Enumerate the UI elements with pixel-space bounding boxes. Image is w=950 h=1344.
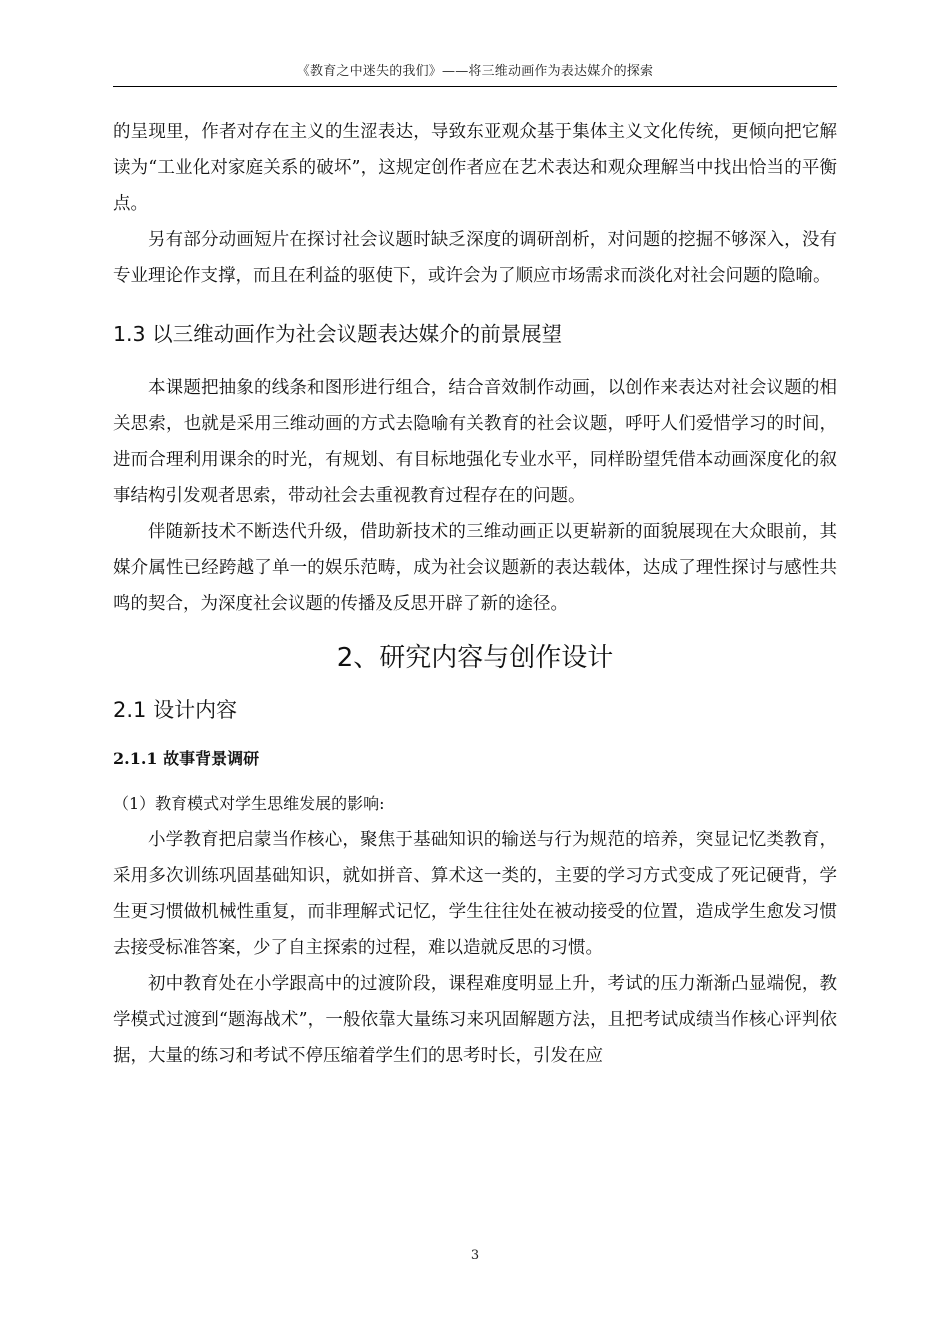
paragraph-new-technology: 伴随新技术不断迭代升级，借助新技术的三维动画正以更崭新的面貌展现在大众眼前，其媒介属性已经跨越了单一的娱乐范畴，成为社会议题新的表达载体，达成了理性探讨与感性共鸣的契合，为深度社会议题的传播及反思开辟了新的途径。 [113, 522, 837, 614]
page-number: 3 [470, 1248, 480, 1263]
section-heading-2-1: 2.1 设计内容 [113, 698, 238, 722]
header-rule [113, 86, 837, 87]
section-heading-1-3: 1.3 以三维动画作为社会议题表达媒介的前景展望 [113, 322, 563, 346]
list-item-label: （1）教育模式对学生思维发展的影响: [113, 794, 385, 813]
chapter-heading-2: 2、研究内容与创作设计 [336, 643, 614, 673]
paragraph-continuation: 的呈现里，作者对存在主义的生涩表达，导致东亚观众基于集体主义文化传统，更倾向把它解读为“工业化对家庭关系的破坏”，这规定创作者应在艺术表达和观众理解当中找出恰当的平衡点。 [113, 122, 837, 214]
paragraph-junior-high-education: 初中教育处在小学跟高中的过渡阶段，课程难度明显上升，考试的压力渐渐凸显端倪，教学模式过渡到“题海战术”，一般依靠大量练习来巩固解题方法，且把考试成绩当作核心评判依据，大量的练习和考试不停压缩着学生们的思考时长，引发在应 [113, 974, 837, 1066]
paragraph-shallow-research: 另有部分动画短片在探讨社会议题时缺乏深度的调研剖析，对问题的挖掘不够深入，没有专业理论作支撑，而且在利益的驱使下，或许会为了顺应市场需求而淡化对社会问题的隐喻。 [113, 230, 837, 286]
paragraph-project-intent: 本课题把抽象的线条和图形进行组合，结合音效制作动画，以创作来表达对社会议题的相关思索，也就是采用三维动画的方式去隐喻有关教育的社会议题，呼吁人们爱惜学习的时间，进而合理利用课余的时光，有规划、有目标地强化专业水平，同样盼望凭借本动画深度化的叙事结构引发观者思索，带动社会去重视教育过程存在的问题。 [113, 378, 837, 506]
subsection-heading-2-1-1: 2.1.1 故事背景调研 [113, 749, 260, 768]
running-header: 《教育之中迷失的我们》——将三维动画作为表达媒介的探索 [296, 64, 654, 79]
document-body [113, 114, 837, 1074]
paragraph-primary-education: 小学教育把启蒙当作核心，聚焦于基础知识的输送与行为规范的培养，突显记忆类教育，采用多次训练巩固基础知识，就如拼音、算术这一类的，主要的学习方式变成了死记硬背，学生更习惯做机械性重复，而非理解式记忆，学生往往处在被动接受的位置，造成学生愈发习惯去接受标准答案，少了自主探索的过程，难以造就反思的习惯。 [113, 830, 837, 958]
